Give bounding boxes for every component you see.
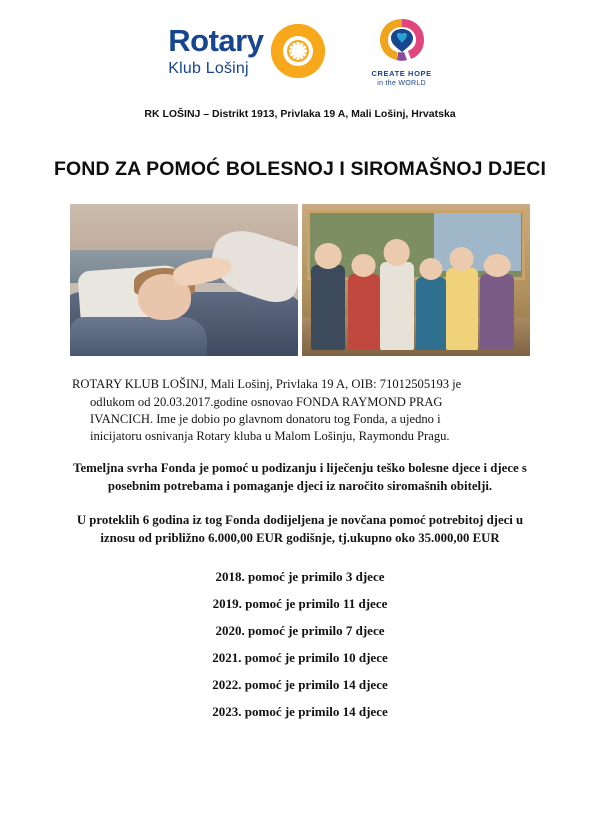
- rotary-logo-text: [168, 25, 263, 77]
- intro-line-4: inicijatoru osnivanja Rotary kluba u Malom Lošinju, Raymondu Pragu.: [90, 429, 450, 444]
- create-hope-caption-line1: CREATE HOPE: [371, 68, 432, 78]
- intro-paragraph: [72, 376, 528, 446]
- rotary-wordmark: Rotary: [168, 23, 264, 58]
- rotary-club-logo: [168, 24, 325, 78]
- purpose-paragraph: Temeljna svrha Fonda je pomoć u podizanju i liječenju teško bolesne djece i djece s posebnim potrebama i pomaganje djeci iz naročito siromašnih obitelji.: [73, 460, 527, 493]
- photo-row: [70, 204, 530, 356]
- photo-sick-child-in-bed: [70, 204, 298, 356]
- intro-line-1: ROTARY KLUB LOŠINJ, Mali Lošinj, Privlaka 19 A, OIB: 71012505193 je: [72, 377, 462, 392]
- header-logos: [0, 0, 600, 90]
- list-item: 2018. pomoć je primilo 3 djece: [215, 568, 385, 584]
- list-item: 2019. pomoć je primilo 11 djece: [212, 595, 388, 611]
- create-hope-mark-icon: [375, 16, 429, 66]
- list-item: 2022. pomoć je primilo 14 djece: [212, 676, 388, 692]
- list-item: 2020. pomoć je primilo 7 djece: [215, 622, 385, 638]
- page-title: FOND ZA POMOĆ BOLESNOJ I SIROMAŠNOJ DJECI: [53, 158, 546, 180]
- create-hope-logo: [371, 16, 431, 87]
- list-item: 2021. pomoć je primilo 10 djece: [212, 649, 388, 665]
- create-hope-caption-line2: in the WORLD: [377, 79, 426, 87]
- club-address-line: RK LOŠINJ – Distrikt 1913, Privlaka 19 A, Mali Lošinj, Hrvatska: [144, 108, 456, 120]
- list-item: 2023. pomoć je primilo 14 djece: [212, 703, 388, 719]
- intro-line-2: odlukom od 20.03.2017.godine osnovao FONDA RAYMOND PRAG: [90, 394, 443, 409]
- document-body: [72, 376, 528, 725]
- photo-children-in-classroom: [302, 204, 530, 356]
- summary-paragraph: U proteklih 6 godina iz tog Fonda dodijeljena je novčana pomoć potrebitoj djeci u iznosu od približno 6.000,00 EUR godišnje, tj.ukupno oko 35.000,00 EUR: [76, 512, 524, 545]
- intro-line-3: IVANCICH. Ime je dobio po glavnom donatoru tog Fonda, a ujedno i: [90, 412, 441, 427]
- rotary-wheel-icon: [271, 24, 325, 78]
- yearly-aid-list: [72, 563, 528, 725]
- rotary-club-name: Klub Lošinj: [168, 60, 249, 77]
